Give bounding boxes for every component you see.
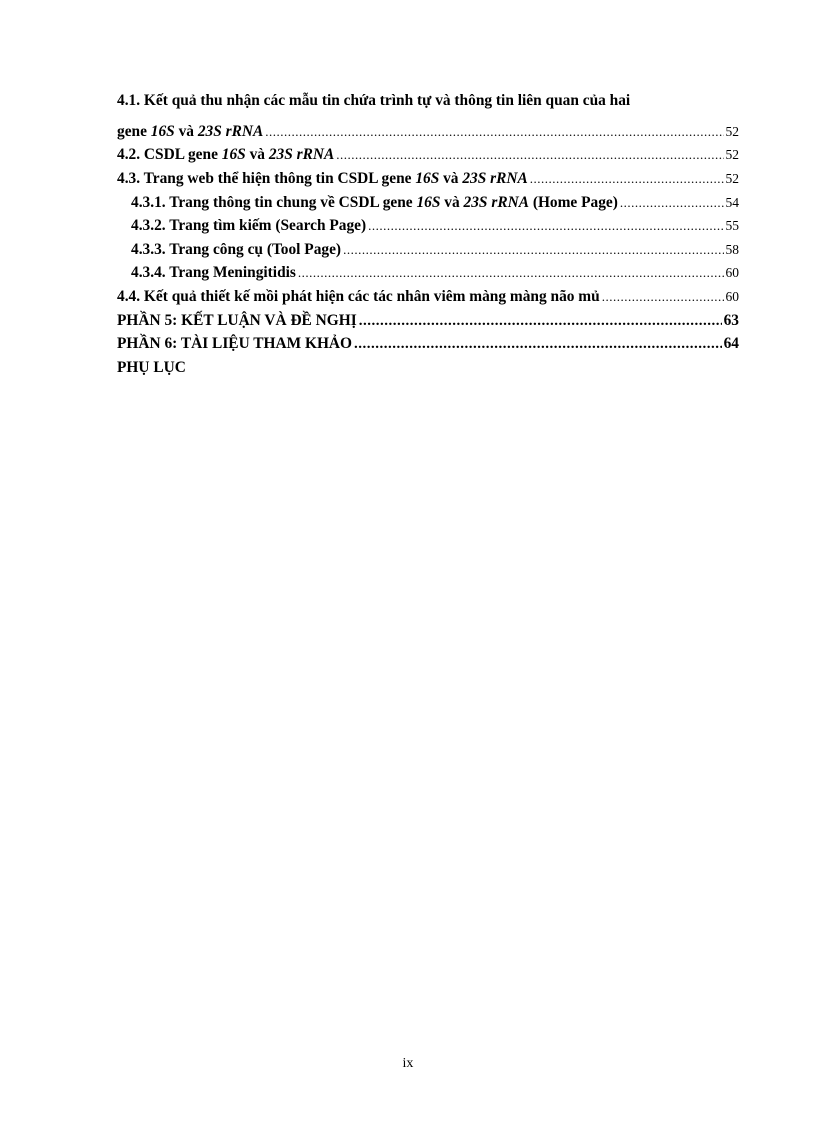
toc-entry-4-1-line1 [117,92,739,123]
toc-entry-title: 4.3. Trang web thể hiện thông tin CSDL gene 16S và 23S rRNA [117,169,528,187]
toc-entry-4-3-2[interactable] [117,217,739,241]
toc-page-number: 52 [725,147,739,163]
toc-page-number: 54 [725,194,739,210]
dot-leader [336,147,723,163]
toc-entry-title: 4.2. CSDL gene 16S và 23S rRNA [117,146,335,164]
dot-leader [265,124,723,140]
toc-entry-part-6[interactable] [117,335,739,359]
toc-entry-title: 4.3.1. Trang thông tin chung về CSDL gene 16S và 23S rRNA (Home Page) [131,193,618,211]
toc-entry-title: gene 16S và 23S rRNA [117,122,264,140]
toc-entry-4-3[interactable] [117,170,739,194]
toc-entry-part-5[interactable] [117,312,739,336]
toc-page-number: 60 [725,265,739,281]
toc-page-number: 64 [723,335,739,353]
toc-page-number: 58 [725,241,739,257]
toc-entry-title: 4.3.4. Trang Meningitidis [131,264,296,282]
toc-page-number: 55 [725,218,739,234]
toc-entry-title: 4.4. Kết quả thiết kế mồi phát hiện các tác nhân viêm màng màng não mủ [117,287,600,305]
toc-entry-appendix[interactable] [117,359,739,383]
toc-entry-title: PHẦN 5: KẾT LUẬN VÀ ĐỀ NGHỊ [117,311,357,329]
dot-leader [298,265,724,281]
toc-entry-title: 4.3.3. Trang công cụ (Tool Page) [131,240,342,258]
toc-entry-4-1-line2[interactable] [117,123,739,147]
toc-entry-title: 4.1. Kết quả thu nhận các mẫu tin chứa trình tự và thông tin liên quan của hai [117,92,631,109]
dot-leader [359,313,722,330]
toc-entry-title: PHỤ LỤC [117,358,186,376]
table-of-contents [117,92,739,382]
page-number-footer: ix [402,1056,414,1071]
toc-page-number: 52 [725,170,739,186]
dot-leader [343,242,723,258]
toc-entry-4-2[interactable] [117,146,739,170]
dot-leader [620,195,724,211]
dot-leader [354,336,722,353]
toc-entry-4-3-3[interactable] [117,241,739,265]
toc-entry-title: 4.3.2. Trang tìm kiếm (Search Page) [131,217,367,235]
toc-page-number: 60 [725,288,739,304]
dot-leader [368,218,723,234]
dot-leader [602,289,724,305]
toc-page-number: 63 [723,311,739,329]
toc-entry-4-4[interactable] [117,288,739,312]
dot-leader [530,171,724,187]
toc-page-number: 52 [725,123,739,139]
toc-entry-title: PHẦN 6: TÀI LIỆU THAM KHẢO [117,335,353,353]
toc-entry-4-3-1[interactable] [117,194,739,218]
toc-entry-4-3-4[interactable] [117,264,739,288]
